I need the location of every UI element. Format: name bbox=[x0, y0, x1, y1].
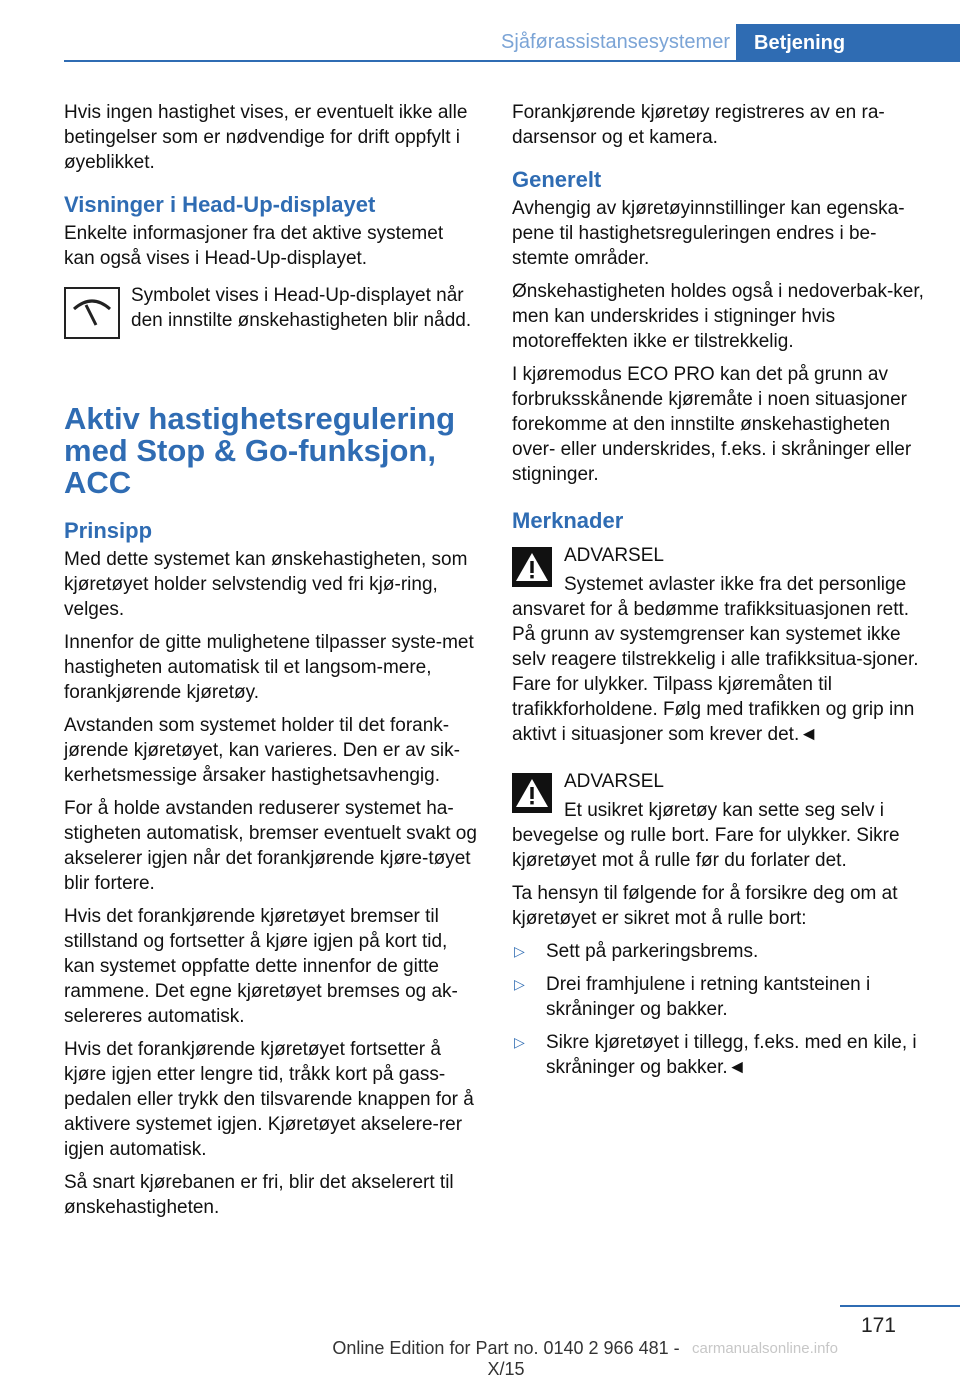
triangle-bullet-icon: ▷ bbox=[514, 1034, 525, 1050]
generelt-paragraph-3: I kjøremodus ECO PRO kan det på grunn av forbruksskånende kjøremåte i noen situasjoner forekomme at den innstilte ønskehastigheten over- eller underskrides, f.eks. i skråninger eller stigninger. bbox=[512, 364, 912, 485]
footer-rule bbox=[840, 1305, 960, 1307]
heading-acc: Aktiv hastighetsregulering med Stop & Go-funksjon, ACC bbox=[64, 401, 456, 500]
heading-prinsipp: Prinsipp bbox=[64, 518, 153, 543]
warning-icon bbox=[512, 773, 552, 813]
hud-symbol-block bbox=[64, 283, 478, 363]
prinsipp-paragraph-4: For å holde avstanden reduserer systemet ha-stigheten automatisk, bremser eventuelt svakt og akselerer igjen når det forankjørende kjøre-tøyet blir fortere. bbox=[64, 798, 477, 894]
speed-reached-icon bbox=[64, 287, 120, 339]
triangle-bullet-icon: ▷ bbox=[514, 943, 525, 959]
header-tab-betjening: Betjening bbox=[736, 24, 960, 62]
triangle-bullet-icon: ▷ bbox=[514, 976, 525, 992]
secure-list bbox=[512, 939, 930, 1080]
prinsipp-paragraph-1: Med dette systemet kan ønskehastigheten, som kjøretøyet holder selvstendig ved fri kjø-ring, velges. bbox=[64, 549, 468, 620]
radar-paragraph: Forankjørende kjøretøy registreres av en ra-darsensor og et kamera. bbox=[512, 102, 885, 148]
header-rule bbox=[64, 60, 960, 62]
left-column bbox=[64, 100, 478, 1228]
hud-paragraph: Enkelte informasjoner fra det aktive systemet kan også vises i Head-Up-displayet. bbox=[64, 223, 444, 269]
warning-title: ADVARSEL bbox=[564, 771, 664, 792]
warning-block-1 bbox=[512, 543, 930, 755]
right-column bbox=[512, 100, 930, 1088]
prinsipp-paragraph-3: Avstanden som systemet holder til det forank-jørende kjøretøyet, kan varieres. Den er av sik-kerhetsmessige årsaker hastighetsavhengig. bbox=[64, 715, 460, 786]
heading-hud: Visninger i Head-Up-displayet bbox=[64, 192, 376, 217]
list-item: ▷ Drei framhjulene i retning kantsteinen i skråninger og bakker. bbox=[514, 974, 871, 1020]
prinsipp-paragraph-6: Hvis det forankjørende kjøretøyet fortsetter å kjøre igjen etter lengre tid, tråkk kort på gass-pedalen eller trykk den tilsvarende knappen for å aktivere systemet igjen. Kjøretøyet akselere-rer igjen automatisk. bbox=[64, 1039, 474, 1160]
secure-paragraph: Ta hensyn til følgende for å forsikre deg om at kjøretøyet er sikret mot å rulle bort: bbox=[512, 883, 898, 929]
hud-symbol-text: Symbolet vises i Head-Up-displayet når den innstilte ønskehastigheten blir nådd. bbox=[131, 285, 472, 331]
header-section-title: Sjåførassistansesystemer bbox=[501, 31, 730, 53]
watermark: carmanualsonline.info bbox=[692, 1340, 838, 1357]
heading-merknader: Merknader bbox=[512, 508, 624, 533]
warning-text: Systemet avlaster ikke fra det personlige ansvaret for å bedømme trafikksituasjonen rett. På grunn av systemgrenser kan systemet ikke selv reagere tilstrekkelig i alle trafikksitua-sjoner. Fare for ulykker. Tilpass kjøremåten til trafikkforholdene. Følg med trafikken og grip inn aktivt i situasjoner som krever det.◄ bbox=[512, 574, 919, 745]
page-number: 171 bbox=[860, 1314, 896, 1337]
intro-paragraph: Hvis ingen hastighet vises, er eventuelt ikke alle betingelser som er nødvendige for drift oppfylt i øyeblikket. bbox=[64, 102, 468, 173]
list-item: ▷ Sikre kjøretøyet i tillegg, f.eks. med en kile, i skråninger og bakker.◄ bbox=[514, 1032, 917, 1078]
warning-text: Et usikret kjøretøy kan sette seg selv i bevegelse og rulle bort. Fare for ulykker. Sikre kjøretøyet mot å rulle før du forlater det. bbox=[512, 800, 900, 871]
prinsipp-paragraph-5: Hvis det forankjørende kjøretøyet bremser til stillstand og fortsetter å kjøre igjen på kort tid, kan systemet oppfatte dette innenfor de gitte rammene. Det egne kjøretøyet bremses og ak-selereres automatisk. bbox=[64, 906, 458, 1027]
warning-title: ADVARSEL bbox=[564, 545, 664, 566]
generelt-paragraph-1: Avhengig av kjøretøyinnstillinger kan egenska-pene til hastighetsreguleringen endres i be-stemte områder. bbox=[512, 198, 905, 269]
warning-block-2 bbox=[512, 769, 930, 881]
prinsipp-paragraph-2: Innenfor de gitte mulighetene tilpasser syste-met hastigheten automatisk til et langsom-mere, forankjørende kjøretøy. bbox=[64, 632, 474, 703]
warning-icon bbox=[512, 547, 552, 587]
footer-edition: Online Edition for Part no. 0140 2 966 481 - X/15 bbox=[332, 1338, 680, 1379]
list-item: ▷ Sett på parkeringsbrems. bbox=[514, 941, 759, 962]
generelt-paragraph-2: Ønskehastigheten holdes også i nedoverbak-ker, men kan underskrides i stigninger hvis motoreffekten ikke er tilstrekkelig. bbox=[512, 281, 924, 352]
prinsipp-paragraph-7: Så snart kjørebanen er fri, blir det akselerert til ønskehastigheten. bbox=[64, 1172, 454, 1218]
heading-generelt: Generelt bbox=[512, 167, 602, 192]
